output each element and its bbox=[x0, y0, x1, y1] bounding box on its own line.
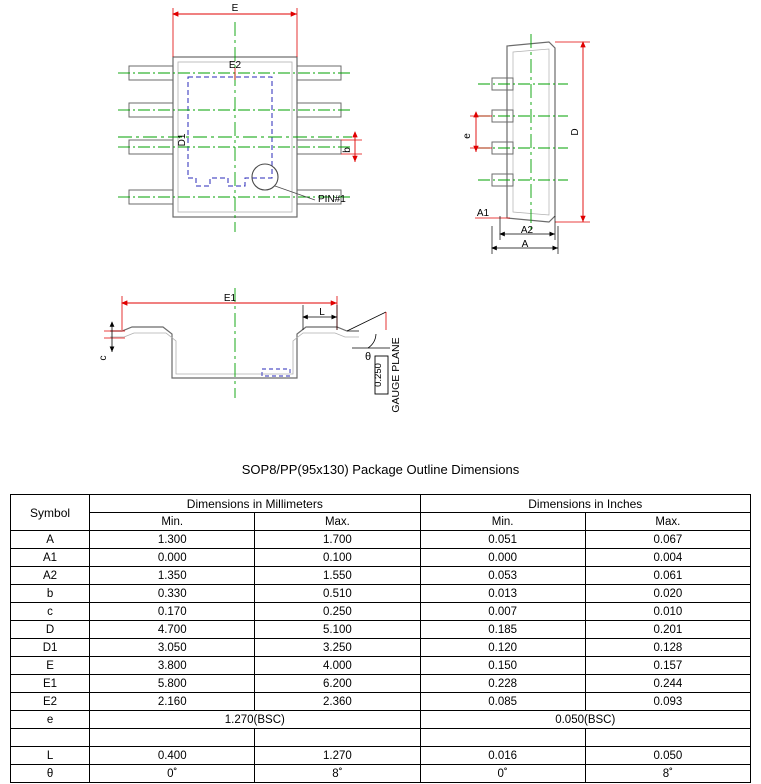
cell-symbol: A2 bbox=[11, 567, 90, 585]
cell-symbol: e bbox=[11, 711, 90, 729]
cell-in-min: 0.053 bbox=[420, 567, 585, 585]
cell-in-max: 0.244 bbox=[585, 675, 750, 693]
cell-symbol: D bbox=[11, 621, 90, 639]
table-header-row-2 bbox=[11, 513, 751, 531]
cell-in-min: 0.120 bbox=[420, 639, 585, 657]
cell-in-max: 8˚ bbox=[585, 765, 750, 783]
cell-in-min: 0.185 bbox=[420, 621, 585, 639]
dim-label-E1: E1 bbox=[223, 293, 237, 304]
cell-in-min: 0.016 bbox=[420, 747, 585, 765]
header-in-max: Max. bbox=[585, 513, 750, 531]
cell-mm-min: 0.170 bbox=[90, 603, 255, 621]
cell-mm-max: 1.700 bbox=[255, 531, 420, 549]
cell-mm-max: 1.270 bbox=[255, 747, 420, 765]
cell-mm-min: 1.350 bbox=[90, 567, 255, 585]
cell-mm-max: 4.000 bbox=[255, 657, 420, 675]
dimensions-table-wrap bbox=[10, 494, 751, 783]
dim-label-E: E bbox=[231, 3, 239, 14]
cell-in-max: 0.093 bbox=[585, 693, 750, 711]
cell-in-max: 0.050 bbox=[585, 747, 750, 765]
cell-in-max: 0.067 bbox=[585, 531, 750, 549]
table-row bbox=[11, 747, 751, 765]
cell-in-bsc: 0.050(BSC) bbox=[420, 711, 750, 729]
dim-label-A2: A2 bbox=[520, 225, 534, 236]
gauge-plane-label: GAUGE PLANE bbox=[390, 337, 402, 413]
cell-mm-max bbox=[255, 729, 420, 747]
table-row bbox=[11, 639, 751, 657]
cell-symbol: A bbox=[11, 531, 90, 549]
cell-in-min: 0.000 bbox=[420, 549, 585, 567]
table-header-row-1 bbox=[11, 495, 751, 513]
cell-symbol: A1 bbox=[11, 549, 90, 567]
cell-mm-max: 8˚ bbox=[255, 765, 420, 783]
dim-label-E2: E2 bbox=[228, 60, 242, 71]
cell-in-max: 0.128 bbox=[585, 639, 750, 657]
cell-symbol: E1 bbox=[11, 675, 90, 693]
gauge-tolerance-label: 0.250 bbox=[373, 363, 384, 387]
cell-symbol: L bbox=[11, 747, 90, 765]
table-row bbox=[11, 693, 751, 711]
cell-mm-min: 0˚ bbox=[90, 765, 255, 783]
cell-in-max: 0.201 bbox=[585, 621, 750, 639]
cell-symbol: D1 bbox=[11, 639, 90, 657]
cell-in-max: 0.004 bbox=[585, 549, 750, 567]
cell-in-min: 0.013 bbox=[420, 585, 585, 603]
cell-mm-max: 0.510 bbox=[255, 585, 420, 603]
cell-mm-max: 5.100 bbox=[255, 621, 420, 639]
dim-label-theta: θ bbox=[364, 351, 372, 363]
cell-mm-bsc: 1.270(BSC) bbox=[90, 711, 420, 729]
table-row bbox=[11, 621, 751, 639]
table-row-blank bbox=[11, 729, 751, 747]
table-row bbox=[11, 765, 751, 783]
cell-symbol: E bbox=[11, 657, 90, 675]
dim-label-c: c bbox=[98, 355, 109, 361]
cell-in-max: 0.010 bbox=[585, 603, 750, 621]
cell-in-min: 0.228 bbox=[420, 675, 585, 693]
dim-label-e: e bbox=[462, 133, 473, 139]
table-row bbox=[11, 531, 751, 549]
cell-mm-max: 2.360 bbox=[255, 693, 420, 711]
dim-label-D1: D1 bbox=[177, 133, 188, 147]
cell-in-min: 0.150 bbox=[420, 657, 585, 675]
cell-symbol: c bbox=[11, 603, 90, 621]
cell-in-min: 0.007 bbox=[420, 603, 585, 621]
header-mm-min: Min. bbox=[90, 513, 255, 531]
dim-label-D: D bbox=[570, 128, 581, 136]
cell-mm-min bbox=[90, 729, 255, 747]
cell-symbol: E2 bbox=[11, 693, 90, 711]
table-row bbox=[11, 657, 751, 675]
cell-mm-max: 6.200 bbox=[255, 675, 420, 693]
header-group-in: Dimensions in Inches bbox=[420, 495, 750, 513]
cell-mm-min: 0.330 bbox=[90, 585, 255, 603]
header-symbol: Symbol bbox=[11, 495, 90, 531]
cell-mm-min: 3.800 bbox=[90, 657, 255, 675]
header-group-mm: Dimensions in Millimeters bbox=[90, 495, 420, 513]
cell-mm-min: 2.160 bbox=[90, 693, 255, 711]
cell-mm-min: 4.700 bbox=[90, 621, 255, 639]
header-mm-max: Max. bbox=[255, 513, 420, 531]
cell-in-max: 0.157 bbox=[585, 657, 750, 675]
dimensions-table bbox=[10, 494, 751, 783]
pin1-label: PIN#1 bbox=[318, 194, 346, 205]
table-row bbox=[11, 567, 751, 585]
cell-in-max: 0.020 bbox=[585, 585, 750, 603]
cell-mm-max: 0.100 bbox=[255, 549, 420, 567]
cell-symbol bbox=[11, 729, 90, 747]
cell-symbol: b bbox=[11, 585, 90, 603]
side-view bbox=[462, 34, 590, 254]
table-row bbox=[11, 549, 751, 567]
cell-mm-min: 1.300 bbox=[90, 531, 255, 549]
table-row-span bbox=[11, 711, 751, 729]
cell-in-min: 0.085 bbox=[420, 693, 585, 711]
dim-label-b: b bbox=[342, 147, 353, 153]
cell-mm-max: 1.550 bbox=[255, 567, 420, 585]
top-view bbox=[118, 3, 362, 232]
table-row bbox=[11, 603, 751, 621]
cell-symbol: θ bbox=[11, 765, 90, 783]
cell-mm-min: 3.050 bbox=[90, 639, 255, 657]
figure-caption: SOP8/PP(95x130) Package Outline Dimensions bbox=[241, 462, 520, 477]
cell-mm-min: 0.400 bbox=[90, 747, 255, 765]
cell-in-max bbox=[585, 729, 750, 747]
front-view bbox=[98, 288, 402, 413]
cell-in-min: 0.051 bbox=[420, 531, 585, 549]
dim-label-A1: A1 bbox=[476, 208, 490, 219]
table-row bbox=[11, 585, 751, 603]
header-in-min: Min. bbox=[420, 513, 585, 531]
table-row bbox=[11, 675, 751, 693]
dim-label-L: L bbox=[319, 307, 325, 318]
cell-mm-min: 5.800 bbox=[90, 675, 255, 693]
dim-label-A: A bbox=[521, 239, 529, 250]
cell-mm-max: 3.250 bbox=[255, 639, 420, 657]
cell-in-min: 0˚ bbox=[420, 765, 585, 783]
cell-in-min bbox=[420, 729, 585, 747]
cell-mm-min: 0.000 bbox=[90, 549, 255, 567]
cell-in-max: 0.061 bbox=[585, 567, 750, 585]
cell-mm-max: 0.250 bbox=[255, 603, 420, 621]
